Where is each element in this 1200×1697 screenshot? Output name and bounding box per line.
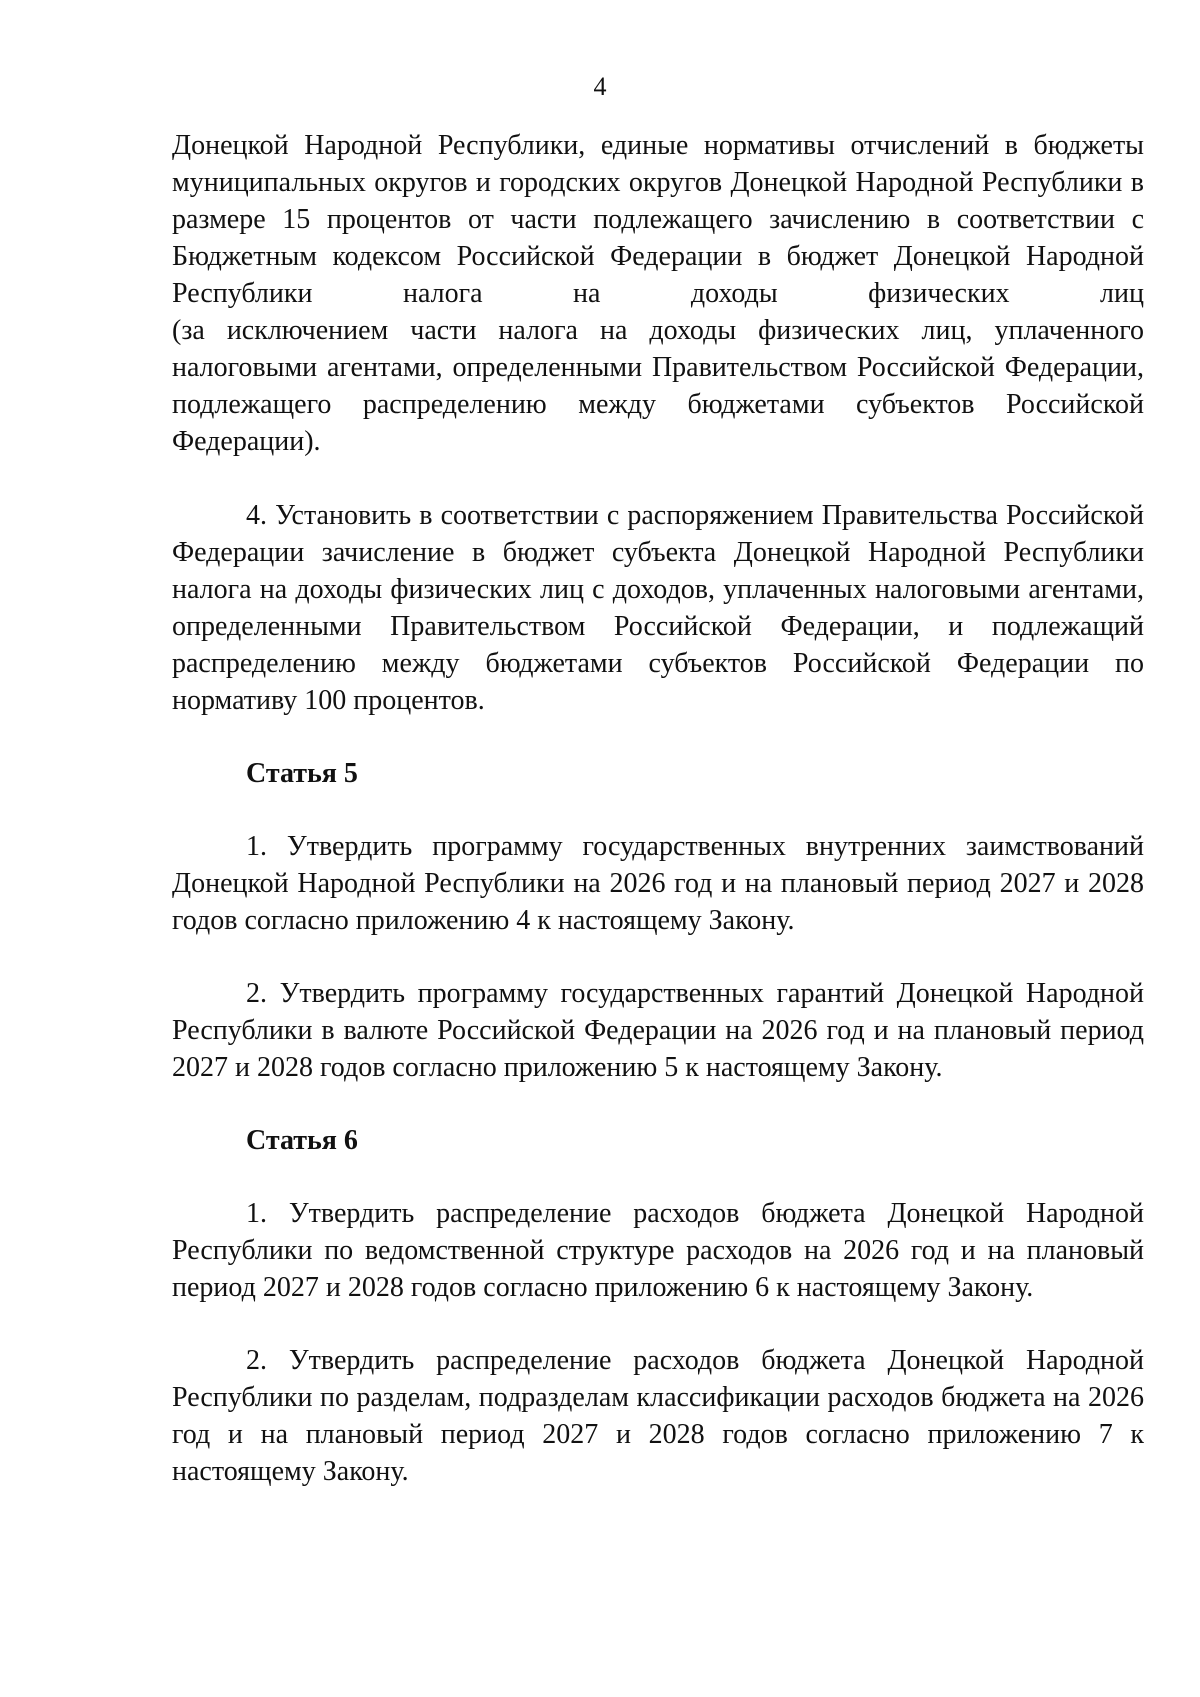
intro-paragraph xyxy=(172,127,1144,460)
intro-line-1: Донецкой Народной Республики, единые нормативы отчислений в бюджеты xyxy=(172,130,1144,161)
intro-line-7: налоговыми агентами, определенными Правительством Российской Федерации, xyxy=(172,352,1144,383)
intro-line-5: Республики налога на доходы физических лиц xyxy=(172,278,1144,309)
article-5-heading: Статья 5 xyxy=(246,758,358,789)
page-content xyxy=(172,127,1144,1490)
intro-line-4: Бюджетным кодексом Российской Федерации в бюджет Донецкой Народной xyxy=(172,241,1144,272)
article-5-paragraph-1: 1. Утвердить программу государственных внутренних заимствований Донецкой Народной Республики на 2026 год и на плановый период 2027 и 2028 годов согласно приложению 4 к настоящему Закону. xyxy=(172,831,1144,936)
intro-line-2: муниципальных округов и городских округов Донецкой Народной Республики в xyxy=(172,167,1144,198)
intro-line-3: размере 15 процентов от части подлежащего зачислению в соответствии с xyxy=(172,204,1144,235)
article-6-heading: Статья 6 xyxy=(246,1125,358,1156)
intro-line-6: (за исключением части налога на доходы физических лиц, уплаченного xyxy=(172,315,1144,346)
page-number: 4 xyxy=(593,72,607,101)
article-6-paragraph-1: 1. Утвердить распределение расходов бюджета Донецкой Народной Республики по ведомственной структуре расходов на 2026 год и на плановый период 2027 и 2028 годов согласно приложению 6 к настоящему Закону. xyxy=(172,1198,1144,1303)
item-4-paragraph: 4. Установить в соответствии с распоряжением Правительства Российской Федерации зачисление в бюджет субъекта Донецкой Народной Республики налога на доходы физических лиц с доходов, уплаченных налоговыми агентами, определенными Правительством Российской Федерации, и подлежащий распределению между бюджетами субъектов Российской Федерации по нормативу 100 процентов. xyxy=(172,500,1144,716)
article-5-paragraph-2: 2. Утвердить программу государственных гарантий Донецкой Народной Республики в валюте Российской Федерации на 2026 год и на плановый период 2027 и 2028 годов согласно приложению 5 к настоящему Закону. xyxy=(172,978,1144,1083)
article-6-paragraph-2: 2. Утвердить распределение расходов бюджета Донецкой Народной Республики по разделам, подразделам классификации расходов бюджета на 2026 год и на плановый период 2027 и 2028 годов согласно приложению 7 к настоящему Закону. xyxy=(172,1345,1144,1487)
intro-line-9: Федерации). xyxy=(172,426,321,457)
intro-line-8: подлежащего распределению между бюджетами субъектов Российской xyxy=(172,389,1144,420)
